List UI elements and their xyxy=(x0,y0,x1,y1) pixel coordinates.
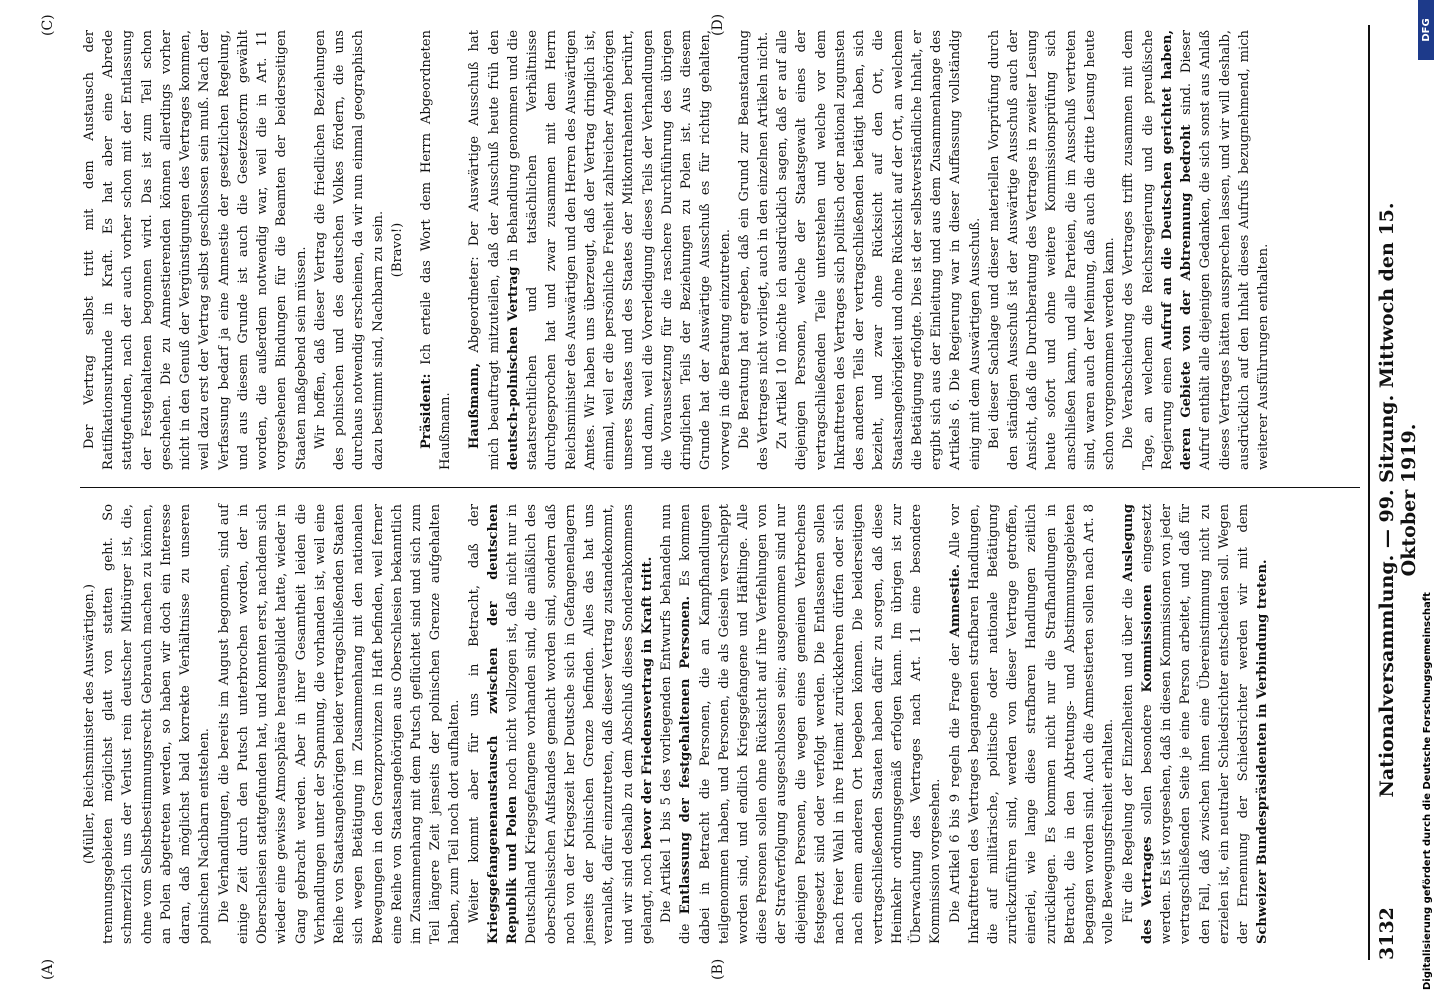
text-run: Es kommen dabei in Betracht die Personen, die an Kampfhandlungen teilgenommen haben, und Personen, die als Geiseln verschleppt worden sind, und endlich Kriegsgefangene und Häftlinge. Alle diese Personen sollen ohne Rücksicht auf ihre Verfehlungen von der Strafverfolgung ausgeschlossen sein; ausgenommen sind nur diejenigen Personen, die wegen eines gemeinen Verbrechens festgesetzt sind oder verfolgt werden. Die Entlassenen sollen nach freier Wahl in ihre Heimat zurückkehren dürfen oder sich nach einem anderen Ort begeben können. Die beiderseitigen vertragschließenden Staaten haben dafür zu sorgen, daß diese Heimkehr ordnungsgemäß erfolgen kann. Im übrigen ist zur Überwachung des Vertrages nach Art. 11 eine besondere Kommission vorgesehen. xyxy=(678,503,944,944)
paragraph: Die Beratung hat ergeben, daß ein Grund zur Beanstandung des Vertrages nicht vorliegt, auch in den einzelnen Artikeln nicht. xyxy=(736,30,771,470)
text-run: eingesetzt werden. Es ist vorgesehen, daß in diesen Kommissionen von jeder vertragschließenden Seite je eine Person arbeitet, und daß für den Fall, daß zwischen ihnen eine Übereinstimmung nicht zu erzielen ist, ein neutraler Schiedsrichter entscheiden soll. Wegen der Ernennung der Schiedsrichter werden wir mit dem xyxy=(1139,504,1252,944)
paragraph: Bei dieser Sachlage und dieser materiellen Vorprüfung durch den ständigen Ausschuß ist der Auswärtige Ausschuß auch der Ansicht, daß die Durchberatung des Vertrages in zweiter Lesung heute sofort und ohne weitere Kommissionsprüfung sich anschließen kann, und alle Parteien, die im Ausschuß vertreten sind, waren auch der Meinung, daß auch die dritte Lesung heute schon vorgenommen werden kann. xyxy=(986,30,1118,470)
text-run: Der Auswärtige Ausschuß hat mich beauftragt mitzuteilen, daß der Ausschuß heute früh den xyxy=(467,30,502,470)
bold-run: Aufruf an die Deutschen gerichtet haben, deren Gebiete von der Abtrennung bedroht xyxy=(1159,29,1195,470)
paragraph xyxy=(1119,30,1273,470)
applause-note: (Bravo!) xyxy=(389,222,405,278)
margin-letter-c: (C) xyxy=(40,14,56,36)
speaker-role: Abgeordneter: xyxy=(467,246,483,363)
bold-run: bevor der Friedensvertrag in Kraft tritt. xyxy=(639,556,655,850)
paragraph xyxy=(657,504,946,944)
bold-run: Auslegung des Vertrages xyxy=(1120,504,1155,944)
bold-run: Kommissionen xyxy=(1139,584,1155,693)
paragraph xyxy=(465,504,657,944)
bold-run: Schweizer Bundespräsidenten in Verbindung treten. xyxy=(1255,559,1271,944)
text-run: in Behandlung genommen und die staatsrechtlichen und tatsächlichen Verhältnisse durchgesprochen hat und zwar zusammen mit dem Herrn Reichsminister des Auswärtigen und den Herren des Auswärtigen Amtes. Wir haben uns überzeugt, daß der Vertrag dringlich ist, einmal, weil er die persönliche Freiheit zahlreicher Angehörigen unseres Staates und des Staates der Mitkontrahenten berührt, und dann, weil die Vorerledigung dieses Teils der Verhandlungen die Voraussetzung für die raschere Durchführung des übrigen dringlichen Teils der Beziehungen zu Polen ist. Aus diesem Grunde hat der Auswärtige Ausschuß es für richtig gehalten, vorweg in die Beratung einzutreten. xyxy=(505,30,733,470)
paragraph xyxy=(1119,504,1273,944)
bold-run: deutsch-polnischen Vertrag xyxy=(505,266,521,470)
text-run: Ich erteile das Wort dem Herrn Abgeordneten Haußmann. xyxy=(418,30,454,470)
header-rule xyxy=(1368,25,1370,960)
paragraph: trennungsgebieten möglichst glatt von statten geht. So schmerzlich uns der Verlust rein deutscher Mitbürger ist, die, ohne vom Selbstbestimmungsrecht Gebrauch machen zu können, an Polen abgetreten werden, so haben wir doch ein Interesse daran, daß möglichst bald korrekte Verhältnisse zu unseren polnischen Nachbarn entstehen. xyxy=(101,504,213,944)
bold-run: Amnestie. xyxy=(947,563,963,638)
right-column xyxy=(80,30,1360,470)
speaker-label: Präsident: xyxy=(418,373,434,450)
digitization-credit: Digitalisierung gefördert durch die Deutsche Forschungsgemeinschaft xyxy=(1422,592,1433,990)
margin-letter-b: (B) xyxy=(710,958,726,980)
speaker-tag: (Müller, Reichsminister des Auswärtigen.) xyxy=(82,583,97,865)
dfg-logo: DFG xyxy=(1418,0,1434,60)
paragraph: Zu Artikel 10 möchte ich ausdrücklich sagen, daß er auf alle diejenigen Personen, welche der Staatsgewalt eines der vertragschließenden Teile unterstehen und welche vor dem Inkrafttreten des Vertrages sich politisch oder national zugunsten des anderen Teils der vertragschließenden betätigt haben, sich bezieht, und zwar ohne Rücksicht auf den Ort, die Staatsangehörigkeit und ohne Rücksicht auf der Ort, an welchem die Betätigung erfolgte. Dies ist der selbstverständliche Inhalt, er ergibt sich aus der Einleitung und aus dem Zusammenhange des Artikels 6. Die Regierung war in dieser Auffassung vollständig einig mit dem Auswärtigen Ausschuß. xyxy=(775,30,983,470)
margin-letter-d: (D) xyxy=(710,13,726,36)
bold-run: Kriegsgefangenenaustausch zwischen der deutschen Republik und Polen xyxy=(485,504,521,944)
margin-letter-a: (A) xyxy=(40,958,56,980)
page-number: 3132 xyxy=(1376,907,1398,960)
paragraph: Die Verhandlungen, die bereits im August begonnen, sind auf einige Zeit durch den Putsch unterbrochen worden, der in Oberschlesien stattgefunden hat, und konnten erst, nachdem sich wieder eine gewisse Atmosphäre herausgebildet hatte, wieder in Gang gebracht werden. Aber in ihrer Gesamtheit leiden die Verhandlungen unter der Spannung, die vorhanden ist, weil eine Reihe von Staatsangehörigen beider vertragschließenden Staaten sich wegen Betätigung im Zusammenhang mit den nationalen Bewegungen in den Grenzprovinzen in Haft befinden, weil ferner eine Reihe von Staatsangehörigen aus Oberschlesien bekanntlich im Zusammenhang mit dem Putsch geflüchtet sind und sich zum Teil längere Zeit jenseits der polnischen Grenze aufgehalten haben, zum Teil noch dort aufhalten. xyxy=(216,504,463,944)
text-run: Die Artikel 6 bis 9 regeln die Frage der xyxy=(947,637,963,924)
left-column xyxy=(80,504,1360,944)
bold-run: Entlassung der festgehaltenen Personen. xyxy=(678,596,694,915)
text-run: Die Verabschiedung des Vertrages trifft zusammen mit dem Tage, an welchem die Reichsregierung und die preußische Regierung einen xyxy=(1121,30,1175,470)
text-run: sind. Dieser Aufruf enthält alle diejenigen Gedanken, die sich sonst aus Anlaß dieses Vertrages hätten aussprechen lassen, und wir will deshalb, ausdrücklich auf den Inhalt dieses Aufrufs bezugnehmend, mich weiterer Ausführungen enthalten. xyxy=(1179,30,1272,470)
text-run: noch nicht vollzogen ist, daß nicht nur in Deutschland Kriegsgefangene vorhanden sind, die anläßlich des oberschlesischen Aufstandes gemacht worden sind, sondern daß noch von der Kriegszeit her Deutsche sich in Gefangenenlagern jenseits der polnischen Grenze befinden. Alles das hat uns veranlaßt, dafür einzutreten, daß dieser Vertrag zustandekommt, und wir sind deshalb zu dem Abschluß dieses Sonderabkommens gelangt, noch xyxy=(505,504,655,944)
text-run: Die Artikel 1 bis 5 des vorliegenden Entwurfs behandeln nun die xyxy=(659,504,694,944)
text-run: Weiter kommt aber für uns in Betracht, daß der xyxy=(466,504,482,924)
president-paragraph xyxy=(417,30,455,470)
text-run: Alle vor Inkrafttreten des Vertrages begangenen strafbaren Handlungen, die auf militärische, politische oder nationale Betätigung zurückzuführen sind, werden von dieser Vertrage getroffen, einerlei, wie lange diese strafbaren Handlungen zeitlich zurückliegen. Es kommen nicht nur die Strafhandlungen in Betracht, die in den Abtretungs- und Abstimmungsgebieten begangen worden sind. Auch die Amnestierten sollen nach Art. 8 volle Bewegungsfreiheit erhalten. xyxy=(947,504,1117,944)
paragraph xyxy=(946,504,1119,944)
text-run: sollen besondere xyxy=(1139,692,1155,837)
paragraph: Der Vertrag selbst tritt mit dem Austausch der Ratifikationsurkunde in Kraft. Es hat aber eine Abrede stattgefunden, nach der auch vorher schon mit der Entlassung der Festgehaltenen begonnen wird. Das ist zum Teil schon geschehen. Die zu Amnestierenden können allerdings vorher nicht in den Genuß der Vergünstigungen des Vertrages kommen, weil dazu erst der Vertrag selbst geschlossen sein muß. Nach der Verfassung bedarf ja eine Amnestie der gesetzlichen Regelung, und aus diesem Grunde ist auch die Gesetzesform gewählt worden, die außerdem notwendig war, weil die in Art. 11 vorgesehenen Bindungen für die Beamten der beiderseitigen Staaten maßgebend sein müssen. xyxy=(82,30,309,470)
paragraph: Wir hoffen, daß dieser Vertrag die friedlichen Beziehungen des polnischen und des deutschen Volkes fördern, die uns durchaus notwendig erscheinen, da wir nun einmal geographisch dazu bestimmt sind, Nachbarn zu sein. xyxy=(312,30,386,470)
page-header-title: Nationalversammlung. — 99. Sitzung. Mittwoch den 15. Oktober 1919. xyxy=(1376,202,1420,798)
column-divider xyxy=(80,487,1360,488)
speech-paragraph xyxy=(465,30,734,470)
speaker-label: Haußmann, xyxy=(467,362,483,450)
text-run: Für die Regelung der Einzelheiten und über die xyxy=(1120,581,1136,924)
